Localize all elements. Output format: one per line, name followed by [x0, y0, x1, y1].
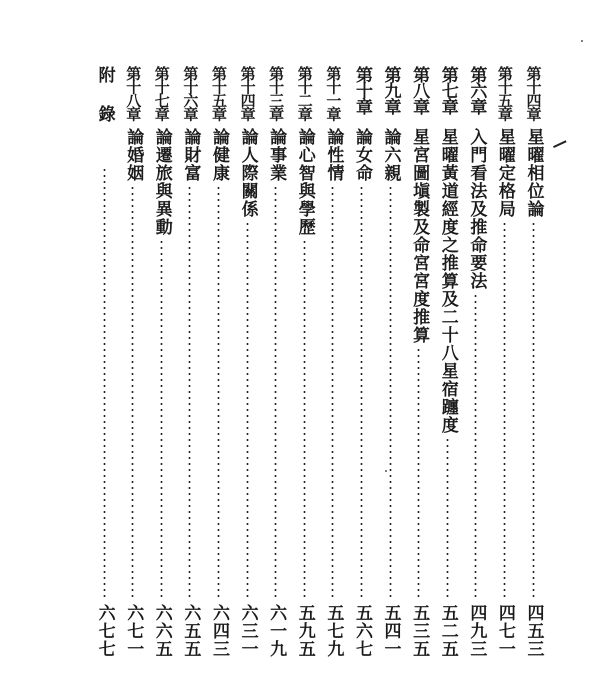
chapter-title: 星曜黃道經度之推算及二十八星宿躔度	[437, 128, 458, 434]
dot-leader	[503, 221, 506, 601]
chapter-title: 論性情	[323, 128, 344, 182]
toc-entry	[178, 66, 202, 658]
chapter-title: 論事業	[266, 128, 287, 182]
chapter-label: 第十四章	[524, 66, 543, 120]
page-number: 六四三	[208, 604, 229, 658]
chapter-label: 第十五章	[495, 66, 514, 120]
chapter-title: 論心智與學歷	[294, 128, 315, 236]
chapter-title: 論人際關係	[237, 128, 258, 218]
chapter-title: 星曜相位論	[523, 128, 544, 218]
chapter-title: 星曜定格局	[494, 128, 515, 218]
dot-leader	[246, 221, 249, 601]
page-number: 四九三	[466, 604, 487, 658]
ink-speck	[385, 470, 387, 472]
chapter-title: 論婚姻	[123, 128, 144, 182]
dot-leader	[160, 239, 163, 601]
dot-leader	[360, 185, 363, 601]
chapter-title: 星宮圖塡製及命宮宮度推算	[409, 128, 430, 344]
page-number: 四五三	[523, 604, 544, 658]
page-number: 六三一	[237, 604, 258, 658]
dot-leader	[217, 185, 220, 601]
dot-leader	[532, 221, 535, 601]
table-of-contents	[92, 66, 545, 658]
chapter-title: 論遷旅與異動	[151, 128, 172, 236]
page-number: 五九五	[294, 604, 315, 658]
toc-entry	[492, 66, 516, 658]
toc-entry	[435, 66, 459, 658]
chapter-label: 第十二章	[295, 66, 314, 120]
dot-leader	[446, 437, 449, 601]
chapter-label: 第六章	[466, 66, 487, 114]
chapter-label: 第十七章	[152, 66, 171, 120]
chapter-label: 第十章	[351, 66, 372, 114]
toc-entry	[349, 66, 373, 658]
toc-entry	[235, 66, 259, 658]
chapter-label: 第九章	[380, 66, 401, 114]
chapter-label: 第七章	[437, 66, 458, 114]
toc-entry	[321, 66, 345, 658]
page-number: 四七一	[494, 604, 515, 658]
chapter-label: 第十八章	[124, 66, 143, 120]
page-number: 六五五	[180, 604, 201, 658]
toc-entry	[464, 66, 488, 658]
chapter-title: 論六親	[380, 128, 401, 182]
dot-leader	[188, 185, 191, 601]
page-number: 六六五	[151, 604, 172, 658]
page-number: 五六七	[351, 604, 372, 658]
dot-leader	[474, 293, 477, 601]
chapter-title: 入門看法及推命要法	[466, 128, 487, 290]
toc-entry	[121, 66, 145, 658]
chapter-label: 第十五章	[209, 66, 228, 120]
dot-leader	[274, 185, 277, 601]
chapter-title: 論女命	[351, 128, 372, 182]
toc-entry	[292, 66, 316, 658]
dot-leader	[131, 185, 134, 601]
dot-leader	[389, 185, 392, 601]
page-number: 六七七	[94, 604, 115, 658]
chapter-label: 第八章	[409, 66, 430, 114]
page-number: 五三五	[409, 604, 430, 658]
dot-leader	[417, 347, 420, 601]
dot-leader	[303, 239, 306, 601]
toc-entry	[264, 66, 288, 658]
page-number: 五二五	[437, 604, 458, 658]
toc-entry	[521, 66, 545, 658]
page-number: 六七一	[123, 604, 144, 658]
dot-leader	[331, 185, 334, 601]
chapter-title: 論健康	[208, 128, 229, 182]
dot-leader	[103, 167, 106, 601]
toc-entry-appendix	[92, 66, 116, 658]
page-number: 六一九	[266, 604, 287, 658]
toc-entry	[206, 66, 230, 658]
appendix-label: 附錄	[94, 66, 115, 144]
page-number: 五四一	[380, 604, 401, 658]
chapter-label: 第十六章	[181, 66, 200, 120]
chapter-label: 第十三章	[267, 66, 286, 120]
chapter-label: 第十四章	[238, 66, 257, 120]
toc-entry	[407, 66, 431, 658]
toc-entry	[378, 66, 402, 658]
ink-mark	[553, 140, 568, 151]
chapter-label: 第十一章	[324, 66, 343, 120]
chapter-title: 論財富	[180, 128, 201, 182]
ink-speck	[581, 40, 583, 42]
page-number: 五七九	[323, 604, 344, 658]
toc-entry	[149, 66, 173, 658]
